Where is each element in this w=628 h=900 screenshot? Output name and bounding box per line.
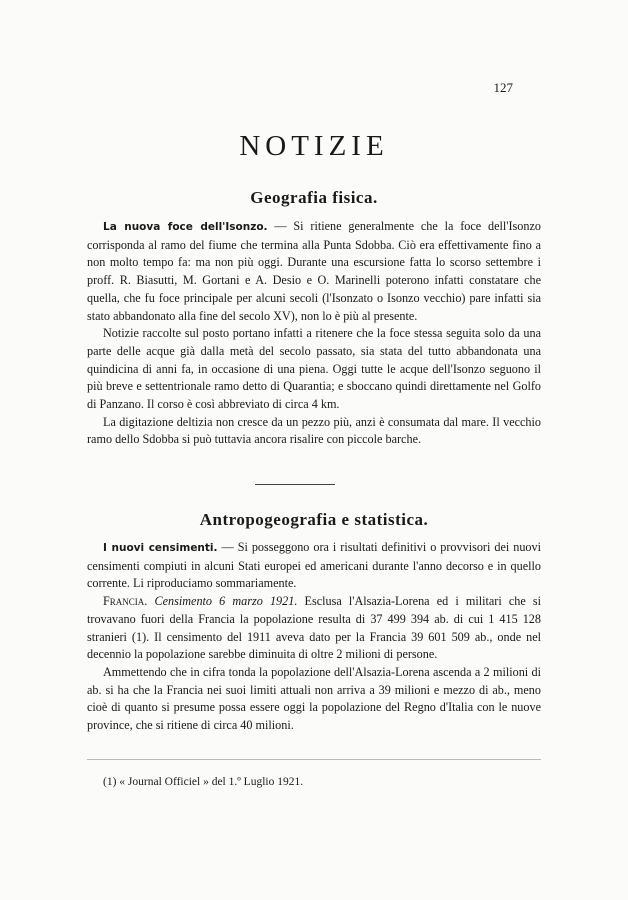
paragraph-text: — Si posseggono ora i risultati definitivi o provvisori dei nuovi censimenti compiuti in alcuni Stati europei ed americani durante l'anno decorso e in quello corrente. Li riproduciamo sommariamente. bbox=[87, 540, 541, 591]
footnote-rule bbox=[87, 759, 541, 760]
paragraph: Notizie raccolte sul posto portano infatti a ritenere che la foce stessa seguita solo da una parte delle acque già dalla metà del secolo passato, sia stata del tutto abbandonata una quindicina di anni fa, in occasione di una piena. Oggi tutte le acque dell'Isonzo seguono il più breve e settentrionale ramo detto di Quarantia; e sboccano quindi direttamente nel Golfo di Panzano. Il corso è così abbreviato di circa 4 km. bbox=[87, 326, 541, 412]
section-separator bbox=[255, 484, 335, 485]
paragraph-lead: I nuovi censimenti. bbox=[103, 542, 218, 554]
paragraph-text: Esclusa l'Alsazia-Lorena ed i militari che si trovavano fuori della Francia la popolazione resulta di 37 499 394 ab. di cui 1 415 128 stranieri (1). Il censimento del 1911 aveva dato per la Francia 39 601 509 ab., onde nel decennio la popolazione sarebbe diminuita di oltre 2 milioni di persone. bbox=[87, 594, 542, 662]
paragraph bbox=[87, 218, 541, 325]
section-heading-geografia: Geografia fisica. bbox=[250, 188, 378, 207]
paragraph-lead: La nuova foce dell'Isonzo. bbox=[103, 221, 268, 233]
paragraph: Ammettendo che in cifra tonda la popolazione dell'Alsazia-Lorena ascenda a 2 milioni di ab. si ha che la Francia nei suoi limiti attuali non arriva a 39 milioni e mezzo di ab., meno cioè di quanto si presume possa essere oggi la popolazione del Regno d'Italia con le nuove province, che si ritiene di circa 40 milioni. bbox=[87, 664, 541, 733]
page-title: NOTIZIE bbox=[239, 130, 389, 162]
section-body-geografia bbox=[87, 218, 541, 449]
paragraph bbox=[87, 539, 541, 593]
census-date: Censimento 6 marzo 1921. bbox=[154, 594, 298, 609]
section-body-antropogeografia bbox=[87, 539, 541, 735]
paragraph: La digitazione deltizia non cresce da un pezzo più, anzi è consumata dal mare. Il vecchio ramo dello Sdobba si può tuttavia ancora risalire con piccole barche. bbox=[87, 414, 541, 447]
footnote: (1) « Journal Officiel » del 1.º Luglio 1921. bbox=[103, 776, 304, 788]
paragraph-text: — Si ritiene generalmente che la foce dell'Isonzo corrisponda al ramo del fiume che termina alla Punta Sdobba. Ciò era effettivamente fino a non molto tempo fa: ma non più oggi. Durante una escursione fatta lo scorso settembre i proff. R. Biasutti, M. Gortani e A. Desio e O. Marinelli poterono infatti constatare che quella, che fu foce principale per alcuni secoli (l'Isonzato o Isonzo vecchio) pare infatti sia stato abbandonato alla fine del secolo XV), non lo è più al presente. bbox=[87, 219, 541, 323]
section-heading-antropogeografia: Antropogeografia e statistica. bbox=[199, 510, 429, 529]
page-number: 127 bbox=[493, 80, 513, 95]
place-name: Francia. bbox=[103, 594, 148, 609]
paragraph bbox=[87, 593, 541, 664]
